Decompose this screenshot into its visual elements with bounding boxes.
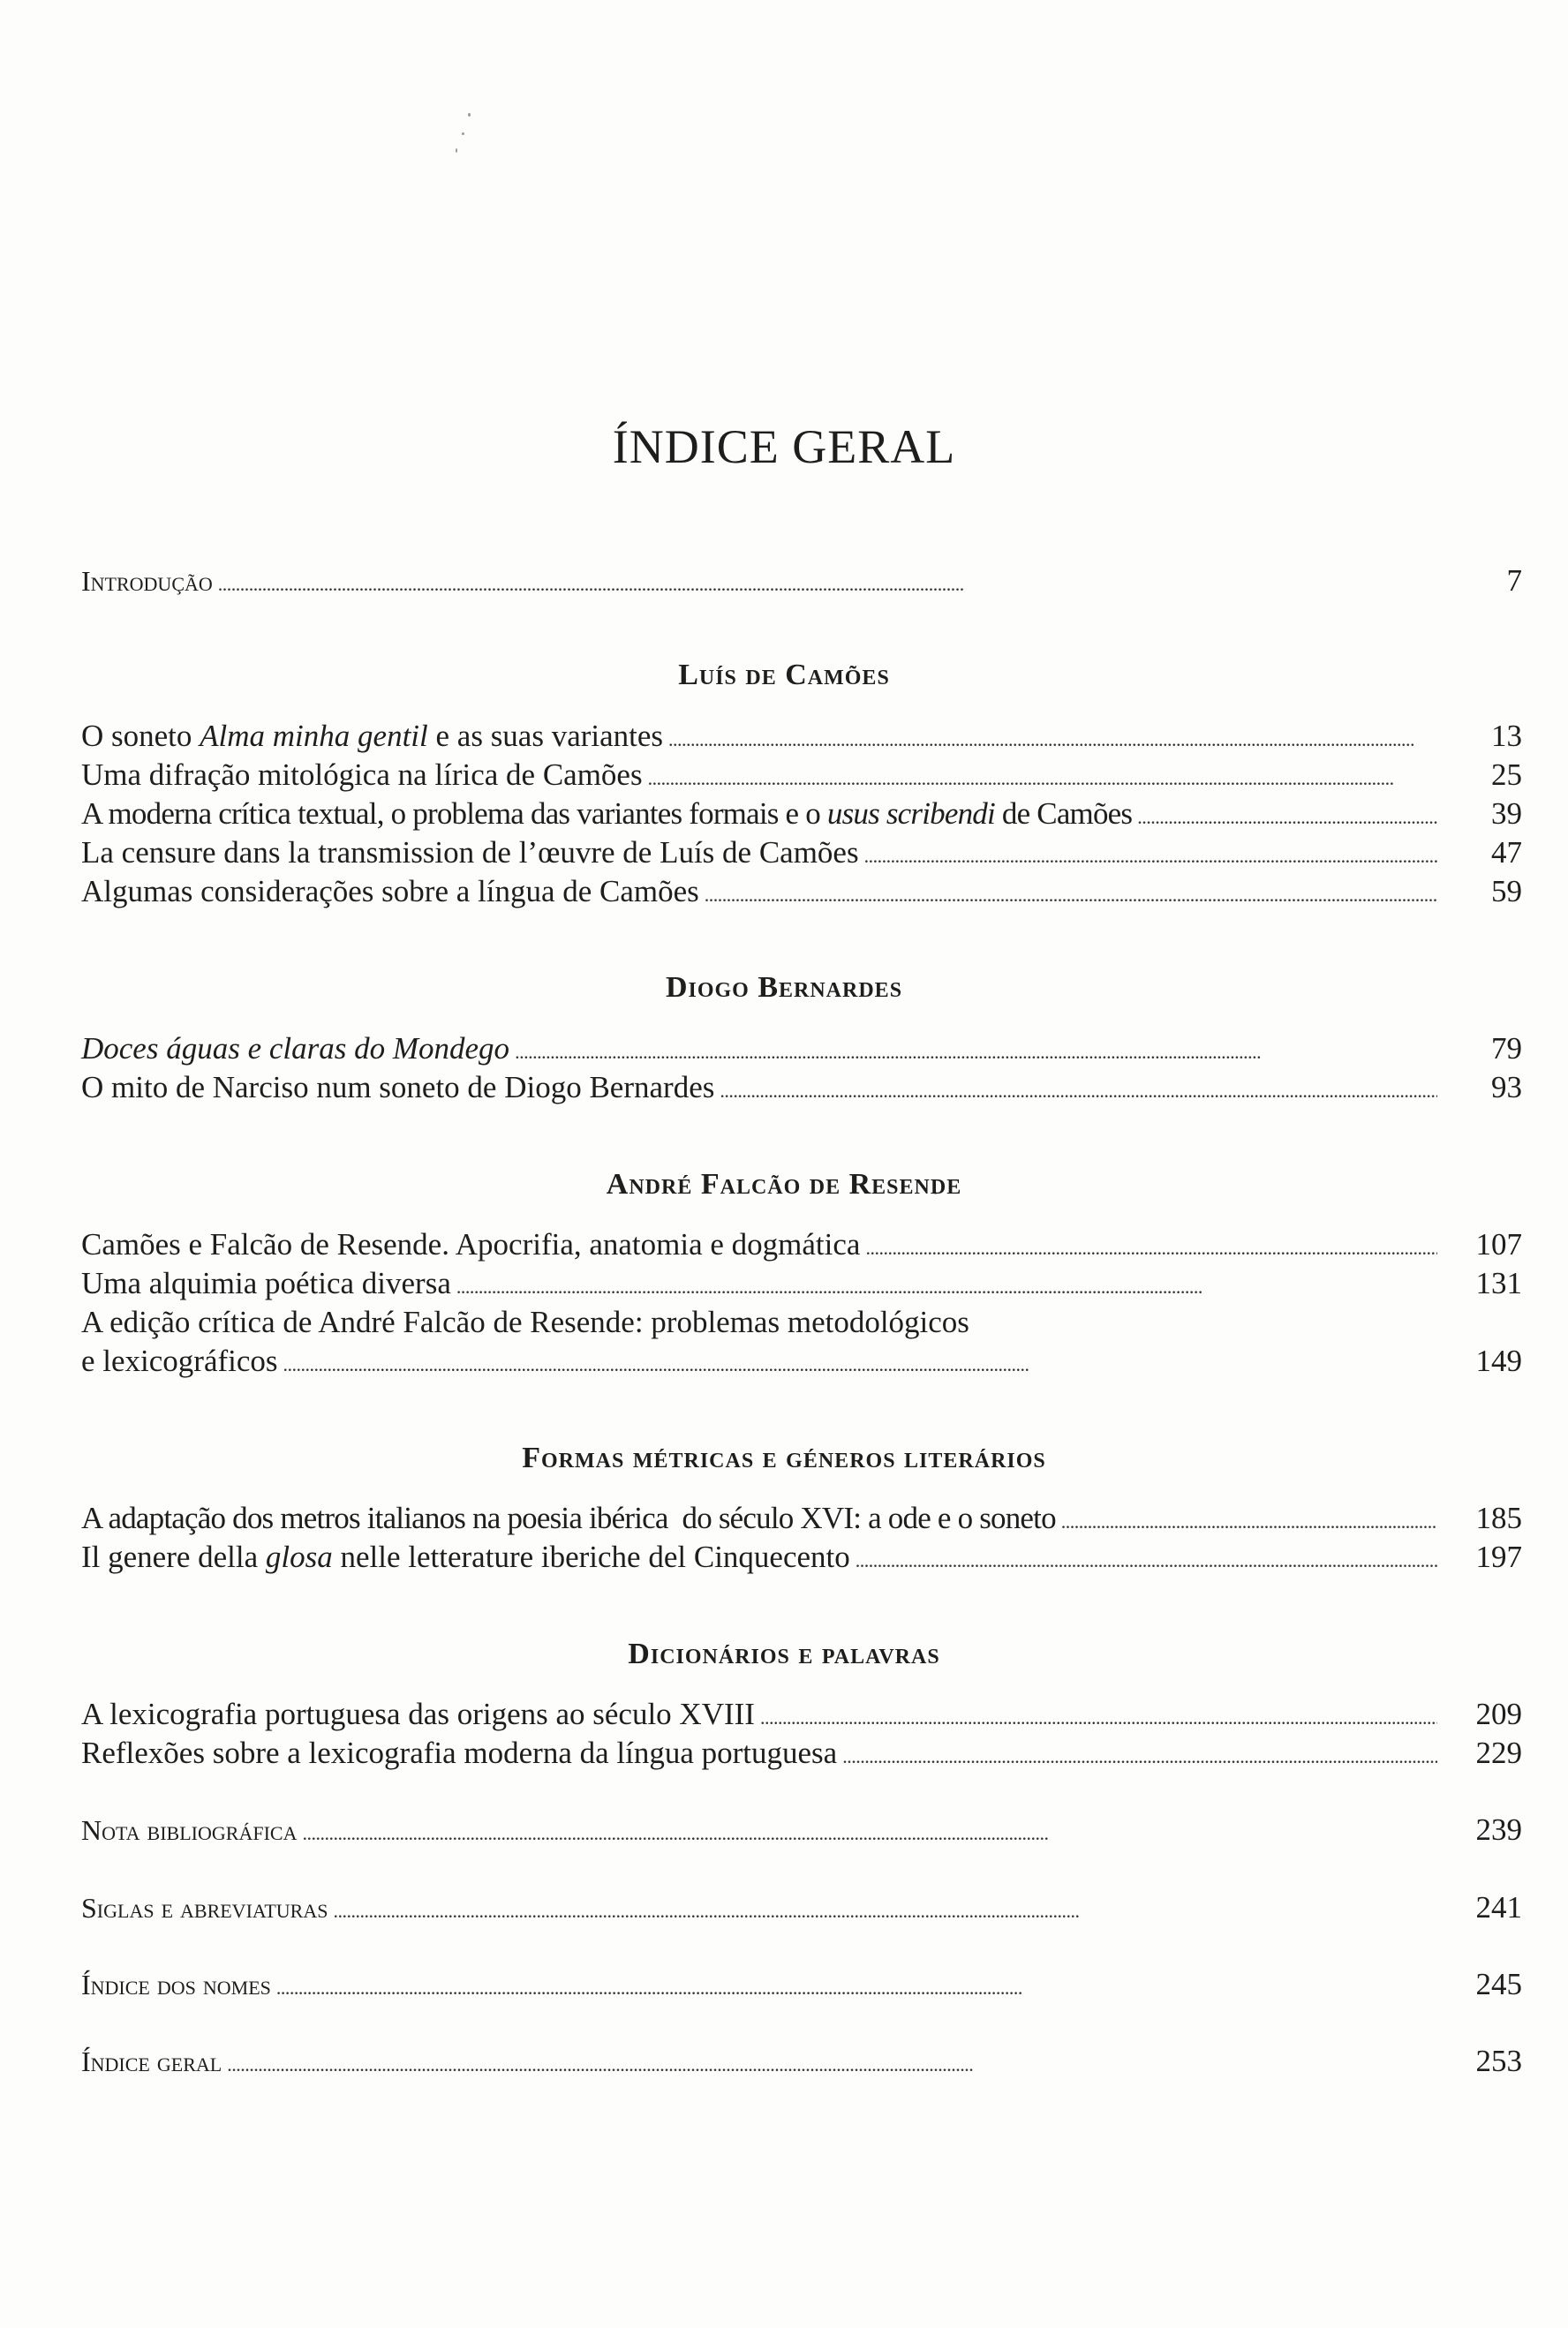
dot-leader	[456, 1268, 1437, 1307]
toc-entry-label: A adaptação dos metros italianos na poesia ibérica do século XVI: a ode e o soneto	[81, 1501, 1056, 1535]
dot-leader	[1061, 1503, 1437, 1541]
toc-page-number: 209	[1475, 1697, 1522, 1731]
toc-entry-siglas	[81, 1888, 1522, 1927]
toc-entry	[81, 833, 1522, 872]
toc-entry-label: Camões e Falcão de Resende. Apocrifia, anatomia e dogmática	[81, 1227, 861, 1262]
toc-entry-label: Siglas e abreviaturas	[81, 1892, 328, 1924]
toc-entry-label: Uma alquimia poética diversa	[81, 1266, 451, 1300]
toc-entry-introducao	[81, 561, 1522, 600]
toc-entry-nomes	[81, 1965, 1522, 2004]
scan-speck	[468, 113, 471, 117]
toc-entry-label: Doces águas e claras do Mondego	[81, 1031, 510, 1066]
toc-entry	[81, 756, 1522, 795]
toc-page-number: 25	[1491, 757, 1522, 792]
section-heading-formas: Formas métricas e géneros literários	[522, 1442, 1046, 1474]
dot-leader	[668, 720, 1437, 759]
dot-leader	[218, 565, 1437, 604]
section-heading-dicionarios: Dicionários e palavras	[628, 1638, 940, 1670]
toc-page-number: 131	[1475, 1266, 1522, 1300]
toc-page-number: 47	[1491, 835, 1522, 870]
toc-entry-label: e lexicográficos	[81, 1344, 278, 1378]
toc-page-number: 229	[1475, 1736, 1522, 1770]
toc-entry-label: Índice dos nomes	[81, 1969, 271, 2000]
toc-entry-label: O soneto Alma minha gentil e as suas variantes	[81, 719, 664, 753]
scan-speck	[462, 132, 464, 135]
toc-page-number: 149	[1475, 1344, 1522, 1378]
dot-leader	[864, 837, 1437, 876]
toc-page-number: 241	[1475, 1890, 1522, 1925]
toc-entry-label: O mito de Narciso num soneto de Diogo Bernardes	[81, 1070, 715, 1104]
dot-leader	[856, 1541, 1437, 1580]
dot-leader	[842, 1737, 1437, 1776]
toc-entry	[81, 795, 1522, 833]
toc-entry-label: A lexicografia portuguesa das origens ao século XVIII	[81, 1697, 755, 1731]
toc-page-number: 93	[1491, 1070, 1522, 1104]
toc-page-number: 107	[1475, 1227, 1522, 1262]
toc-entry-nota	[81, 1811, 1522, 1850]
dot-leader	[720, 1072, 1437, 1111]
toc-entry-label: A moderna crítica textual, o problema das variantes formais e o usus scribendi de Camões	[81, 796, 1133, 831]
toc-entry-label: Nota bibliográfica	[81, 1814, 298, 1846]
dot-leader	[333, 1892, 1437, 1931]
dot-leader	[283, 1345, 1437, 1384]
toc-entry	[81, 1499, 1522, 1538]
toc-page-number: 197	[1475, 1540, 1522, 1574]
toc-entry	[81, 717, 1522, 756]
dot-leader	[1137, 798, 1437, 837]
dot-leader	[705, 876, 1437, 915]
section-heading-bernardes: Diogo Bernardes	[665, 971, 903, 1004]
toc-entry-label: Reflexões sobre a lexicografia moderna da língua portuguesa	[81, 1736, 838, 1770]
dot-leader	[865, 1229, 1437, 1268]
toc-page-number: 59	[1491, 874, 1522, 908]
page-title: ÍNDICE GERAL	[612, 420, 956, 473]
toc-page-number: 39	[1491, 796, 1522, 831]
dot-leader	[760, 1699, 1437, 1737]
toc-entry	[81, 1538, 1522, 1577]
toc-entry-label: Il genere della glosa nelle letterature iberiche del Cinquecento	[81, 1540, 850, 1574]
toc-page-number: 13	[1491, 719, 1522, 753]
toc-page-number: 79	[1491, 1031, 1522, 1066]
dot-leader	[648, 759, 1437, 798]
dot-leader	[227, 2045, 1437, 2084]
section-heading-camoes: Luís de Camões	[678, 659, 890, 691]
toc-entry	[81, 1029, 1522, 1068]
toc-entry	[81, 1068, 1522, 1107]
toc-entry-label: Introdução	[81, 565, 213, 597]
scan-speck	[456, 148, 457, 153]
toc-entry-geral	[81, 2042, 1522, 2081]
dot-leader	[302, 1814, 1437, 1853]
toc-entry	[81, 1695, 1522, 1734]
toc-entry-label-line1: A edição crítica de André Falcão de Resende: problemas metodológicos	[81, 1305, 969, 1339]
dot-leader	[515, 1033, 1437, 1072]
dot-leader	[276, 1969, 1437, 2008]
toc-entry	[81, 1225, 1522, 1264]
toc-entry-label: Índice geral	[81, 2045, 222, 2077]
toc-entry	[81, 1342, 1522, 1381]
toc-page-number: 239	[1475, 1812, 1522, 1847]
toc-entry	[81, 1734, 1522, 1773]
toc-page-number: 245	[1475, 1967, 1522, 2001]
toc-entry	[81, 1264, 1522, 1303]
toc-entry-label: La censure dans la transmission de l’œuvre de Luís de Camões	[81, 835, 859, 870]
toc-entry	[81, 872, 1522, 911]
toc-page-number: 7	[1506, 563, 1522, 598]
section-heading-resende: André Falcão de Resende	[606, 1168, 962, 1201]
toc-entry-label: Uma difração mitológica na lírica de Camões	[81, 757, 643, 792]
toc-page-number: 185	[1475, 1501, 1522, 1535]
toc-page-number: 253	[1475, 2044, 1522, 2078]
toc-entry-label: Algumas considerações sobre a língua de Camões	[81, 874, 699, 908]
